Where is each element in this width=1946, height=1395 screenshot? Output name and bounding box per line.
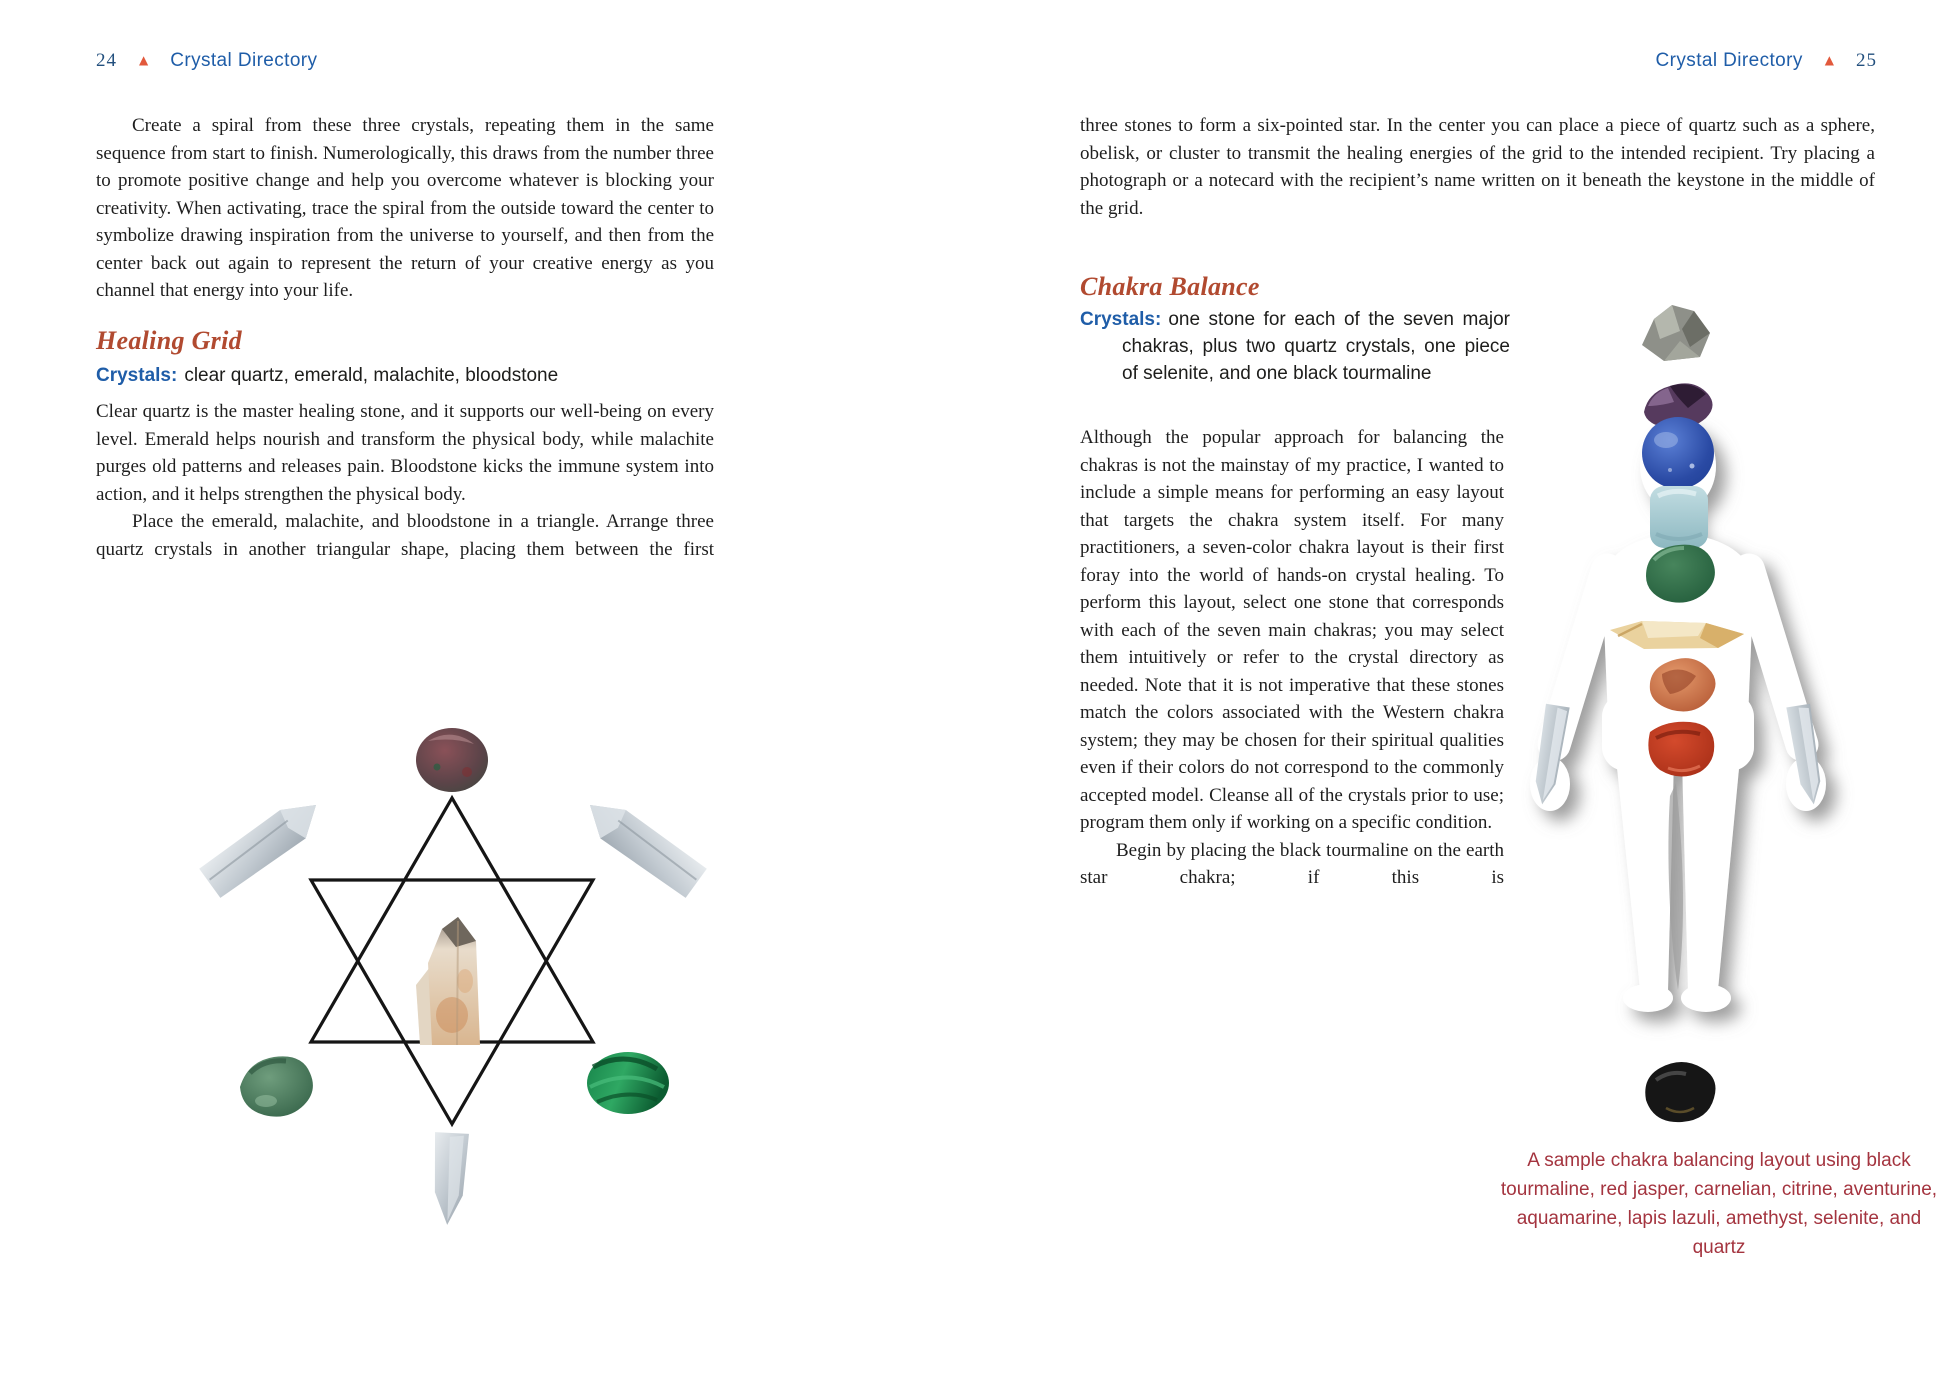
triangle-marker-icon: ▲: [139, 53, 149, 67]
crystals-value: one stone for each of the seven major chakras, plus two quartz crystals, one piece of selenite, and one black tourmaline: [1122, 309, 1510, 384]
right-paragraph-star-grid: three stones to form a six-pointed star. In the center you can place a piece of quartz such as a sphere, obelisk, or cluster to transmit the healing energies of the grid to the intended recipient. Try placing a photograph or a notecard with the recipient’s name written on it beneath the keystone in the middle of the grid.: [1080, 115, 1875, 219]
malachite-stone: [587, 1052, 669, 1114]
emerald-stone: [240, 1056, 313, 1116]
quartz-point-upper-right: [578, 791, 707, 899]
section-heading-chakra-balance: Chakra Balance: [1080, 272, 1260, 301]
right-paragraph-chakra-layout: Although the popular approach for balancing the chakras is not the mainstay of my practice, I wanted to include a simple means for performing an easy layout that targets the chakra system itself. For many practitioners, a seven-color chakra layout is their first foray into the world of hands-on crystal healing. To perform this layout, select one stone that corresponds with each of the seven main chakras; you may select them intuitively or refer to the crystal directory as needed. Note that it is not imperative that these stones match the colors associated with the Western chakra system; they may be chosen for their spiritual qualities even if their colors do not correspond to the commonly accepted model. Cleanse all of the crystals prior to use; program them only if working on a specific condition.: [1080, 427, 1504, 833]
healing-grid-crystals-line: [96, 362, 714, 389]
black-tourmaline-stone: [1645, 1062, 1715, 1122]
crystals-value: clear quartz, emerald, malachite, bloodstone: [184, 365, 559, 386]
bloodstone-stone: [416, 728, 488, 792]
right-paragraph-begin: Begin by placing the black tourmaline on the earth star chakra; if this is: [1080, 839, 1504, 888]
quartz-point-upper-left: [199, 791, 328, 899]
left-page-header: [96, 50, 317, 72]
right-running-title: Crystal Directory: [1655, 50, 1803, 71]
healing-grid-figure: [180, 715, 740, 1255]
right-page-number: 25: [1856, 50, 1877, 71]
crystals-label: Crystals:: [1080, 309, 1162, 330]
left-paragraph-spiral: Create a spiral from these three crystals, repeating them in the same sequence from start to finish. Numerologically, this draws from the number three to promote positive change and help you overcome whatever is blocking your creativity. When activating, trace the spiral from the outside toward the center to symbolize drawing inspiration from the universe to yourself, and then from the center back out again to represent the return of your creative energy as you channel that energy into your life.: [96, 115, 714, 301]
left-paragraph-place-stones: Place the emerald, malachite, and bloodstone in a triangle. Arrange three quartz crystals in another triangular shape, placing them between the first: [96, 511, 714, 560]
figure-caption: A sample chakra balancing layout using black tourmaline, red jasper, carnelian, citrine, aventurine, aquamarine, lapis lazuli, amethyst, selenite, and quartz: [1500, 1150, 1938, 1258]
inner-leg-shadow: [1668, 783, 1683, 990]
chakra-body-figure: [1498, 238, 1928, 1138]
lapis-lazuli-stone: [1642, 417, 1714, 489]
quartz-keystone-stone: [416, 917, 480, 1045]
selenite-stone: [1642, 305, 1710, 361]
left-running-title: Crystal Directory: [170, 50, 318, 71]
aquamarine-stone: [1650, 486, 1708, 548]
crystals-label: Crystals:: [96, 365, 178, 386]
red-jasper-stone: [1648, 722, 1714, 777]
right-narrow-column: [1080, 424, 1504, 892]
section-heading-healing-grid: Healing Grid: [96, 326, 242, 355]
left-paragraph-block: [96, 398, 714, 563]
chakra-balance-crystals-line: [1080, 306, 1510, 387]
right-page-header: [1080, 50, 1877, 72]
quartz-point-bottom: [430, 1132, 469, 1226]
left-paragraph-clear-quartz: Clear quartz is the master healing stone, and it supports our well-being on every level. Emerald helps nourish and transform the physical body, while malachite purges old patterns and releases pain. Bloodstone kicks the immune system into action, and it helps strengthen the physical body.: [96, 401, 714, 505]
left-page-number: 24: [96, 50, 117, 71]
triangle-marker-icon: ▲: [1824, 53, 1834, 67]
